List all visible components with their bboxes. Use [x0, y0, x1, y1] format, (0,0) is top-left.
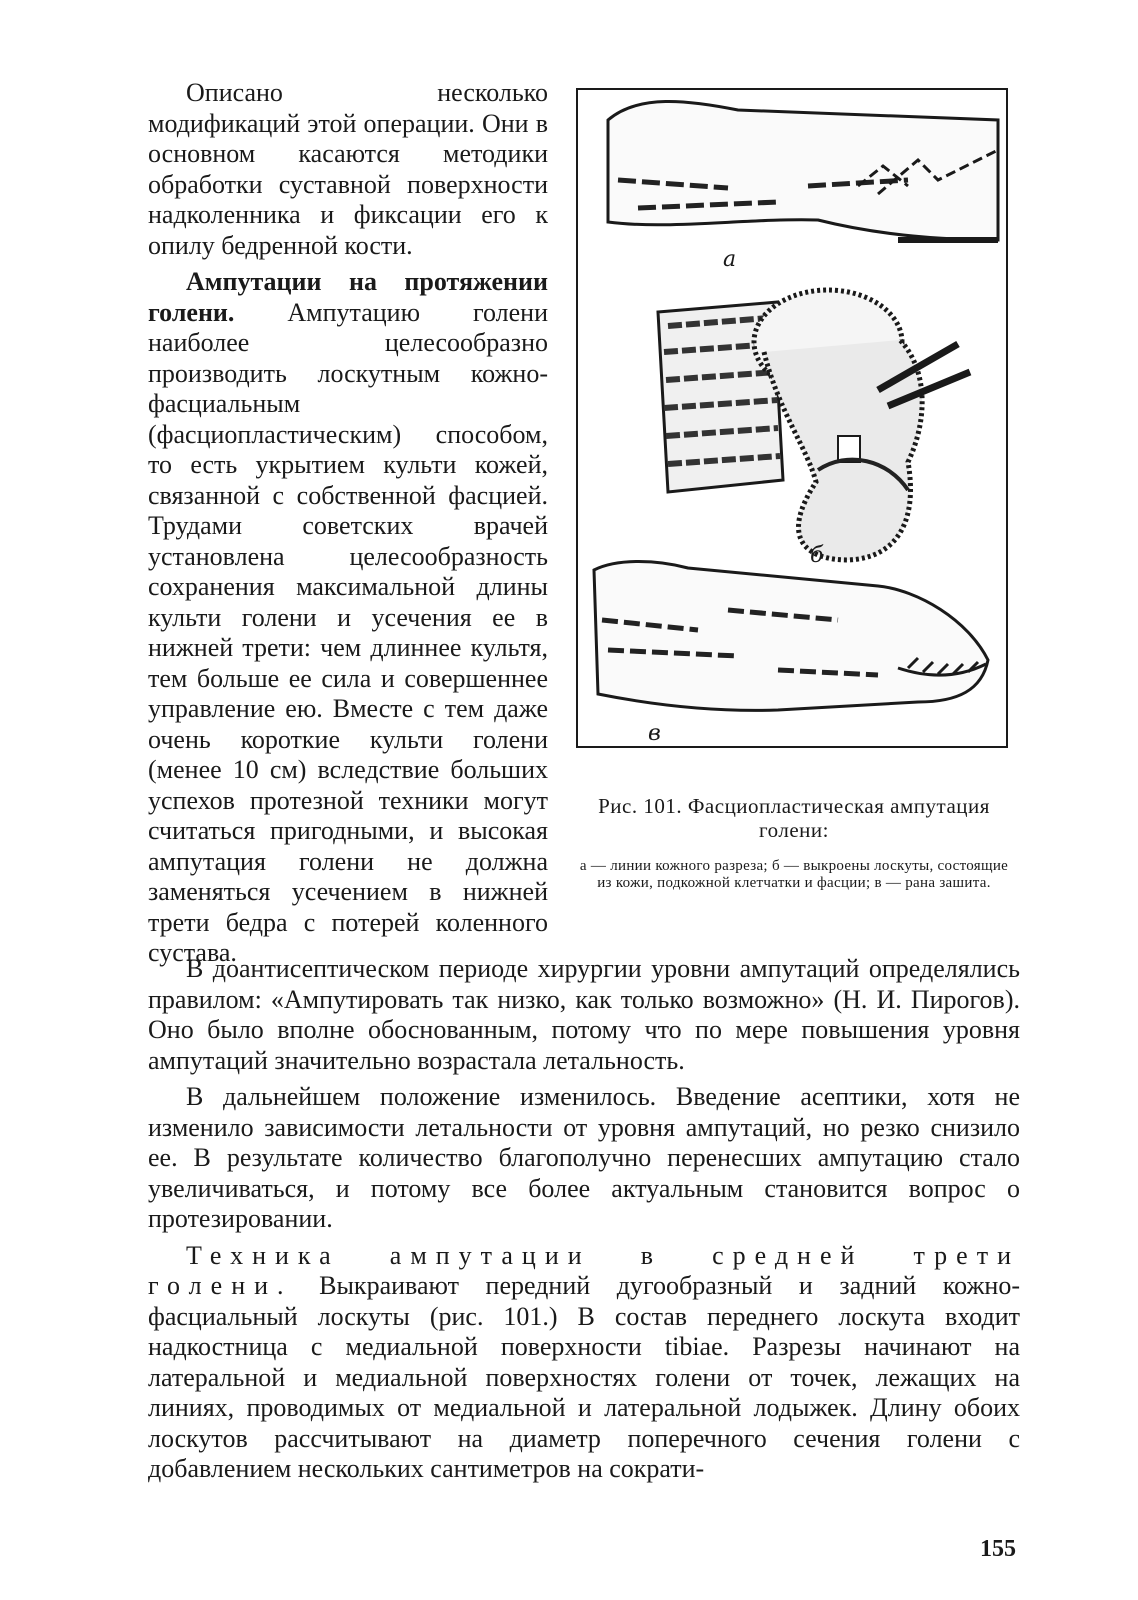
section-heading: Ампутации на протяжении голени.	[148, 267, 548, 327]
left-column-text	[148, 78, 548, 969]
paragraph-modifications: Описано несколько модификаций этой операции. Они в основном касаются методики обработки суставной поверхности надколенника и фиксации его к опилу бедренной кости.	[148, 78, 548, 260]
page-number: 155	[980, 1536, 1016, 1562]
figure-caption	[578, 794, 1010, 892]
paragraph-shin-amputation	[148, 267, 548, 969]
panel-a-label: а	[723, 247, 737, 272]
technique-text: Выкраивают передний дугообразный и задний кожно-фасциальный лоскуты (рис. 101.) В состав переднего лоскута входит надкостница с медиальной поверхности tibiae. Разрезы начинают на латеральной и медиальной поверхностях голени от точек, лежащих на линиях, проводимых от медиальной и латеральной лодыжек. Длину обоих лоскутов рассчитывают на диаметр поперечного сечения голени с добавлением нескольких сантиметров на сократи-	[148, 1271, 1020, 1483]
paragraph-asepsis: В дальнейшем положение изменилось. Введение асептики, хотя не изменило зависимости летальности от уровня ампутаций, но резко снизило ее. В результате количество благополучно перенесших ампутацию стало увеличиваться, и потому все более актуальным становится вопрос о протезировании.	[148, 1082, 1020, 1233]
paragraph-preantiseptic: В доантисептическом периоде хирургии уровни ампутаций определялись правилом: «Ампутировать так низко, как только возможно» (Н. И. Пирогов). Оно было вполне обоснованным, потому что по мере повышения уровня ампутаций значительно возрастала летальность.	[148, 954, 1020, 1075]
panel-b-drawing	[658, 290, 970, 568]
panel-a-drawing	[608, 101, 998, 272]
panel-b-label: б	[810, 543, 824, 568]
technique-heading: Техника ампутации в средней трети голени.	[148, 1240, 1020, 1300]
panel-v-label: в	[648, 721, 661, 746]
section-heading-text: Ампутацию голени наиболее целесообразно производить лоскутным кожно-фасциальным (фасциопластическим) способом, то есть укрытием культи кожей, связанной с собственной фасцией. Трудами советских врачей установлена целесообразность сохранения максимальной длины культи голени и усечения ее в нижней трети: чем длиннее культя, тем больше ее сила и совершеннее управление ею. Вместе с тем даже очень короткие культи голени (менее 10 см) вследствие больших успехов протезной техники могут считаться пригодными, и высокая ампутация голени не должна заменяться усечением в нижней трети бедра с потерей коленного сустава.	[148, 297, 548, 967]
full-width-text	[148, 954, 1020, 1485]
caption-legend: а — линии кожного разреза; б — выкроены лоскуты, состоящие из кожи, подкожной клетчатки и фасции; в — рана зашита.	[579, 858, 1009, 891]
paragraph-technique	[148, 1241, 1020, 1485]
caption-title: Рис. 101. Фасциопластическая ампутация голени:	[598, 794, 990, 842]
figure-101	[576, 88, 1008, 748]
panel-v-drawing	[594, 562, 988, 747]
amputation-illustration	[578, 90, 1006, 746]
